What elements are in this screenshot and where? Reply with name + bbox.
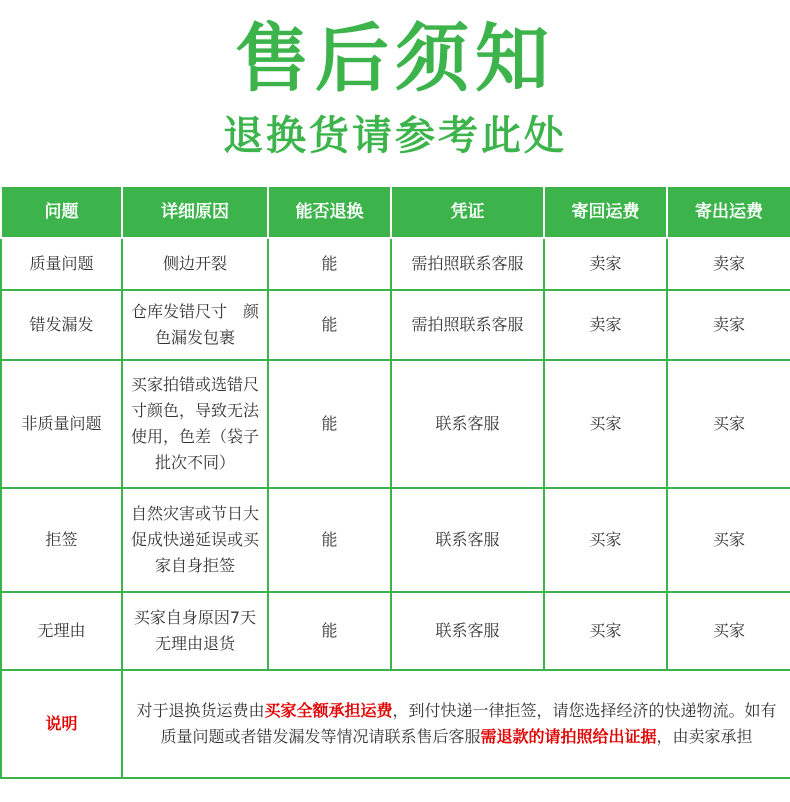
reason-cell: 自然灾害或节日大促成快递延误或买家自身拒签 (122, 488, 268, 592)
note-highlight-buyer-pays: 买家全额承担运费 (264, 701, 393, 720)
send-fee-cell: 卖家 (667, 238, 790, 290)
table-header-row (1, 186, 790, 238)
send-fee-cell: 卖家 (667, 290, 790, 360)
table-row (1, 488, 790, 592)
column-header-reason: 详细原因 (122, 186, 268, 238)
note-row (1, 670, 790, 778)
send-fee-cell: 买家 (667, 592, 790, 670)
column-header-issue: 问题 (1, 186, 122, 238)
proof-cell: 联系客服 (391, 488, 544, 592)
table-row (1, 238, 790, 290)
send-fee-cell: 买家 (667, 488, 790, 592)
reason-cell: 侧边开裂 (122, 238, 268, 290)
issue-cell: 拒签 (1, 488, 122, 592)
note-label: 说明 (1, 670, 122, 778)
returnable-cell: 能 (268, 238, 391, 290)
table-row (1, 290, 790, 360)
column-header-proof: 凭证 (391, 186, 544, 238)
issue-cell: 非质量问题 (1, 360, 122, 488)
proof-cell: 联系客服 (391, 592, 544, 670)
note-text-part: ，到付快递一律拒签，请您选择经济的快递物流。如有质量问题或者错发漏发等情况请联系售后客服 (160, 701, 777, 746)
page-subtitle: 退换货请参考此处 (223, 113, 567, 159)
reason-cell: 仓库发错尺寸 颜色漏发包裹 (122, 290, 268, 360)
page-title: 售后须知 (235, 16, 555, 102)
issue-cell: 错发漏发 (1, 290, 122, 360)
issue-cell: 无理由 (1, 592, 122, 670)
note-highlight-photo-proof: 需退款的请拍照给出证据 (480, 727, 657, 746)
note-text-part: ，由卖家承担 (656, 727, 753, 746)
table-row (1, 592, 790, 670)
returnable-cell: 能 (268, 360, 391, 488)
return-fee-cell: 卖家 (544, 290, 667, 360)
after-sales-table (0, 185, 790, 779)
column-header-return-fee: 寄回运费 (544, 186, 667, 238)
returnable-cell: 能 (268, 488, 391, 592)
send-fee-cell: 买家 (667, 360, 790, 488)
reason-cell: 买家拍错或选错尺寸颜色，导致无法使用，色差（袋子批次不同） (122, 360, 268, 488)
returnable-cell: 能 (268, 290, 391, 360)
proof-cell: 需拍照联系客服 (391, 238, 544, 290)
return-fee-cell: 买家 (544, 592, 667, 670)
proof-cell: 联系客服 (391, 360, 544, 488)
reason-cell: 买家自身原因7天无理由退货 (122, 592, 268, 670)
note-text-part: 对于退换货运费由 (136, 701, 265, 720)
return-fee-cell: 买家 (544, 488, 667, 592)
note-text (122, 670, 790, 778)
return-fee-cell: 卖家 (544, 238, 667, 290)
returnable-cell: 能 (268, 592, 391, 670)
column-header-send-fee: 寄出运费 (667, 186, 790, 238)
return-fee-cell: 买家 (544, 360, 667, 488)
issue-cell: 质量问题 (1, 238, 122, 290)
column-header-returnable: 能否退换 (268, 186, 391, 238)
table-row (1, 360, 790, 488)
proof-cell: 需拍照联系客服 (391, 290, 544, 360)
